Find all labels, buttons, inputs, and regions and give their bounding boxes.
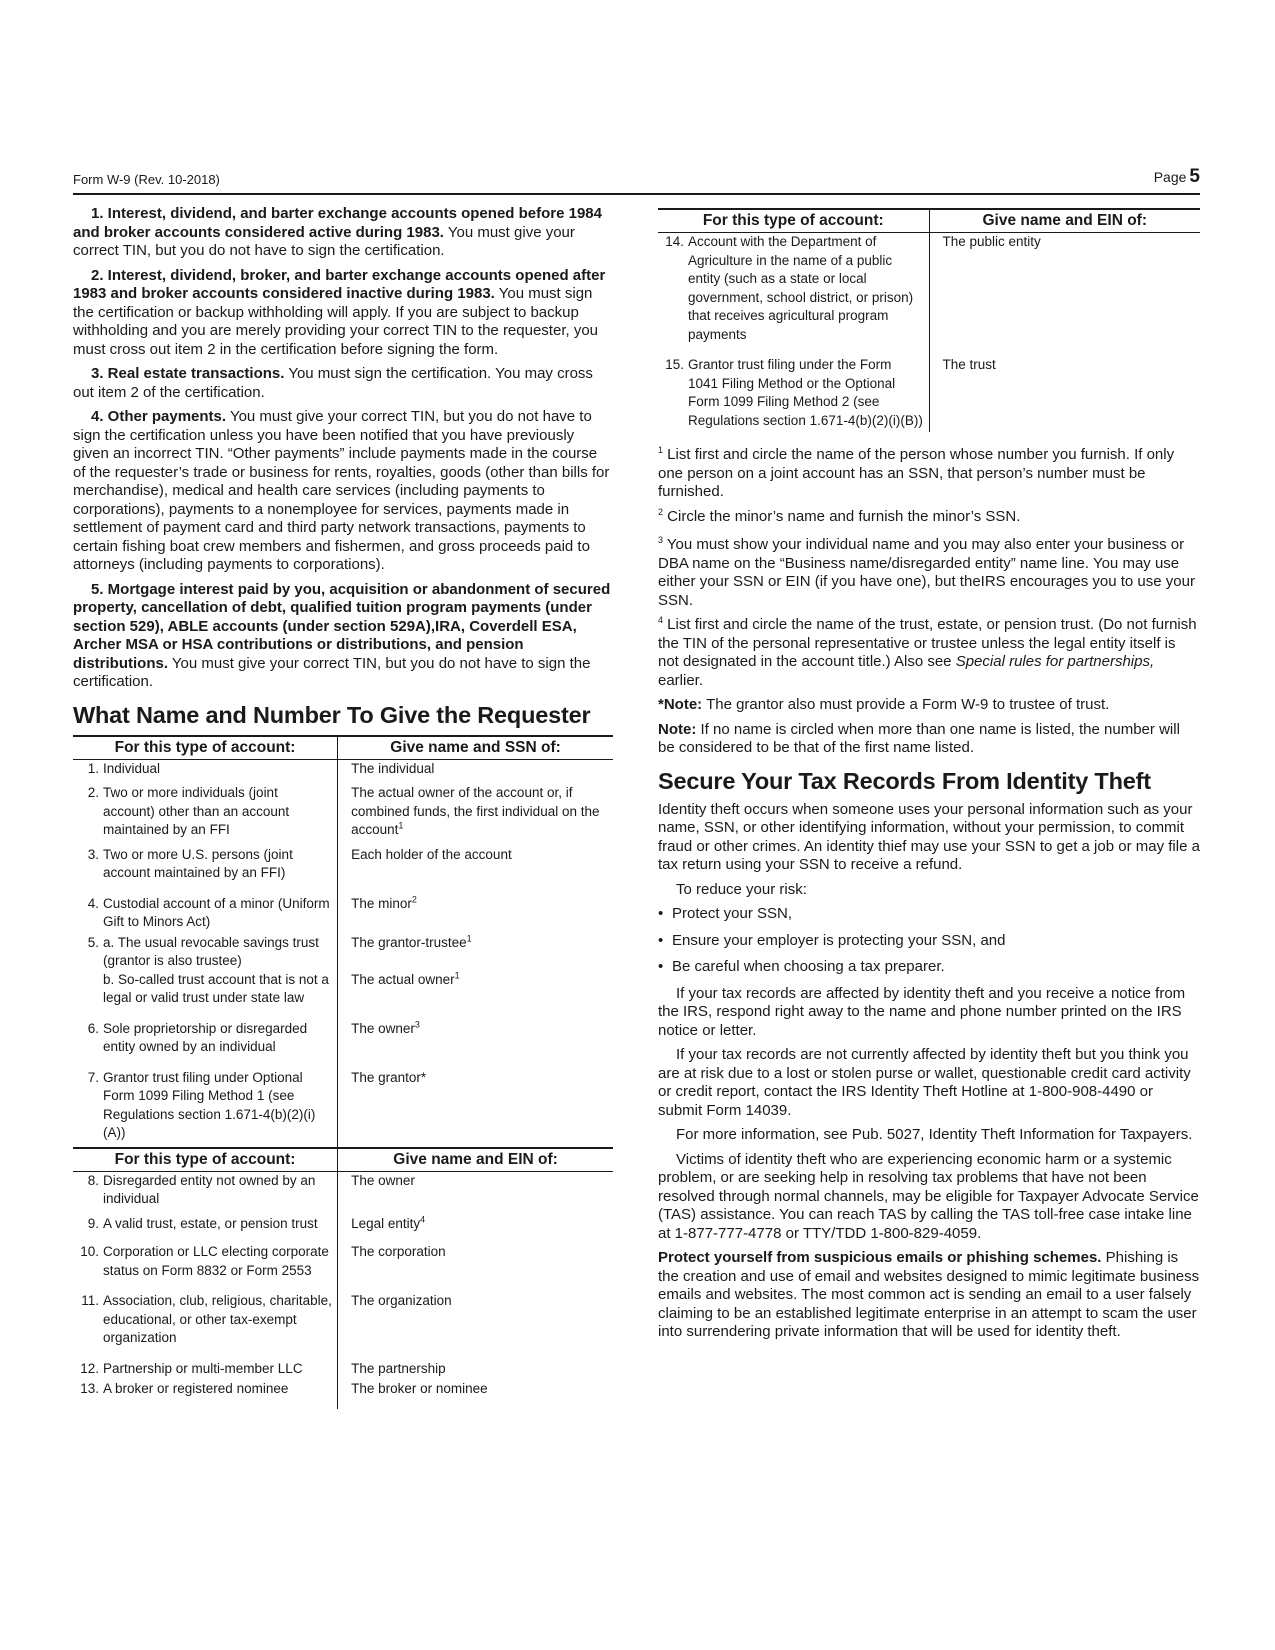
ein-table	[73, 1147, 613, 1409]
table-row: 13. A broker or registered nominee The broker or nominee	[73, 1380, 613, 1409]
paragraph-victims: Victims of identity theft who are experiencing economic harm or a systemic problem, or are seeking help in resolving tax problems that have not been resolved through normal channels, may be eligible for Taxpayer Advocate Service (TAS) assistance. You can reach TAS by calling the TAS toll-free case intake line at 1-877-777-4778 or TTY/TDD 1-800-829-4059.	[658, 1150, 1199, 1242]
list-item: • Ensure your employer is protecting your SSN, and	[658, 932, 1200, 951]
right-column	[658, 208, 1200, 1348]
section-title-identity-theft: Secure Your Tax Records From Identity Theft	[658, 767, 1151, 794]
table-row: 10. Corporation or LLC electing corporate status on Form 8832 or Form 2553 The corporation	[73, 1243, 613, 1292]
paragraph-more-info: For more information, see Pub. 5027, Identity Theft Information for Taxpayers.	[676, 1126, 1193, 1143]
identity-theft-intro: Identity theft occurs when someone uses your personal information such as your name, SSN, or other identifying information, without your permission, to commit fraud or other crimes. An identity thief may use your SSN to get a job or may file a tax return using your SSN to receive a refund.	[658, 800, 1200, 873]
table-row: 6. Sole proprietorship or disregarded entity owned by an individual The owner$^3$	[73, 1020, 613, 1069]
item-paragraph: 4. Other payments. You must give your correct TIN, but you do not have to sign the certification unless you have been notified that you have previously given an incorrect TIN. “Other payments” include payments made in the course of the requester’s trade or business for rents, royalties, goods (other than bills for merchandise), medical and health care services (including payments to corporations), payments to a nonemployee for services, payments made in settlement of payment card and third party network transactions, payments to certain fishing boat crew members and fishermen, and gross proceeds paid to attorneys (including payments to corporations).	[73, 408, 610, 573]
table-row: 3. Two or more U.S. persons (joint account maintained by an FFI) Each holder of the account	[73, 846, 613, 895]
paragraph-affected: If your tax records are affected by identity theft and you receive a notice from the IRS, respond right away to the name and phone number printed on the IRS notice or letter.	[658, 984, 1186, 1039]
footnote-3: $^3$ You must show your individual name and you may also enter your business or DBA name on the “Business name/disregarded entity” name line. You may use either your SSN or EIN (if you have one), but theIRS encourages you to use your SSN.	[658, 535, 1195, 609]
form-id: Form W-9 (Rev. 10-2018)	[73, 172, 220, 187]
ein-table-continued	[658, 208, 1200, 432]
table-row: 15. Grantor trust filing under the Form 1041 Filing Method or the Optional Form 1099 Filing Method 2 (see Regulations section 1.671-4(b)(2)(i)(B)) The trust	[658, 356, 1200, 432]
item-paragraph: 1. Interest, dividend, and barter exchange accounts opened before 1984 and broker accounts considered active during 1983. You must give your correct TIN, but you do not have to sign the certification.	[73, 205, 602, 259]
table-row: 5. a. The usual revocable savings trust (grantor is also trustee) The grantor-trustee$^1$	[73, 934, 613, 971]
table-row: 4. Custodial account of a minor (Uniform Gift to Minors Act) The minor$^2$	[73, 895, 613, 934]
table-row: 7. Grantor trust filing under Optional Form 1099 Filing Method 1 (see Regulations section 1.671-4(b)(2)(i)(A)) The grantor*	[73, 1069, 613, 1147]
table-row: 1. Individual The individual	[73, 759, 613, 784]
risk-bullet-list	[658, 905, 1200, 977]
list-item: • Protect your SSN,	[658, 905, 1200, 924]
item-paragraph: 2. Interest, dividend, broker, and barter exchange accounts opened after 1983 and broker accounts considered inactive during 1983. You must sign the certification or backup withholding will apply. If you are subject to backup withholding and you are merely providing your correct TIN to the requester, you must cross out item 2 in the certification before signing the form.	[73, 266, 606, 358]
table-row: b. So-called trust account that is not a legal or valid trust under state law The actual owner$^1$	[73, 971, 613, 1020]
item-paragraph: 3. Real estate transactions. You must sign the certification. You may cross out item 2 of the certification.	[73, 365, 593, 401]
column-header: For this type of account:	[658, 209, 929, 233]
column-header: Give name and SSN of:	[338, 736, 613, 760]
paragraph-phishing: Protect yourself from suspicious emails or phishing schemes. Phishing is the creation and use of email and websites designed to mimic legitimate business emails and websites. The most common act is sending an email to a user falsely claiming to be an established legitimate enterprise in an attempt to scam the user into surrendering private information that will be used for identity theft.	[658, 1249, 1200, 1340]
table-row: 9. A valid trust, estate, or pension trust Legal entity$^4$	[73, 1215, 613, 1244]
left-column	[73, 205, 613, 1409]
table-row: 8. Disregarded entity not owned by an individual The owner	[73, 1171, 613, 1215]
footnote-1: $^1$ List first and circle the name of the person whose number you furnish. If only one person on a joint account has an SSN, that person’s number must be furnished.	[658, 445, 1175, 500]
footnote-4: $^4$ List first and circle the name of the trust, estate, or pension trust. (Do not furnish the TIN of the personal representative or trustee unless the legal entity itself is not designated in the account title.) Also see Special rules for partnerships, earlier.	[658, 615, 1197, 689]
list-item: • Be careful when choosing a tax preparer.	[658, 958, 1200, 977]
table-row: 11. Association, club, religious, charitable, educational, or other tax-exempt organization The organization	[73, 1292, 613, 1360]
table-row: 12. Partnership or multi-member LLC The partnership	[73, 1360, 613, 1381]
column-header: For this type of account:	[73, 1148, 338, 1172]
section-title-name-number: What Name and Number To Give the Requester	[73, 701, 591, 728]
grantor-note: *Note: The grantor also must provide a Form W-9 to trustee of trust.	[658, 696, 1110, 713]
page-number: Page 5	[1153, 166, 1200, 187]
ssn-table	[73, 735, 613, 1147]
footnote-2: $^2$ Circle the minor’s name and furnish the minor’s SSN.	[658, 506, 1021, 525]
item-paragraph: 5. Mortgage interest paid by you, acquisition or abandonment of secured property, cancellation of debt, qualified tuition program payments (under section 529), ABLE accounts (under section 529A),IRA, Coverdell ESA, Archer MSA or HSA contributions or distributions, and pension distributions. You must give your correct TIN, but you do not have to sign the certification.	[73, 580, 611, 690]
column-header: Give name and EIN of:	[338, 1148, 613, 1172]
paragraph-not-affected: If your tax records are not currently affected by identity theft but you think you are at risk due to a lost or stolen purse or wallet, questionable credit card activity or credit report, contact the IRS Identity Theft Hotline at 1-800-908-4490 or submit Form 14039.	[658, 1046, 1191, 1119]
column-header: For this type of account:	[73, 736, 338, 760]
reduce-risk-label: To reduce your risk:	[676, 880, 807, 898]
circle-note: Note: If no name is circled when more than one name is listed, the number will be considered to be that of the first name listed.	[658, 720, 1180, 756]
table-row: 2. Two or more individuals (joint account) other than an account maintained by an FFI The actual owner of the account or, if combined funds, the first individual on the account$^1$	[73, 784, 613, 846]
column-header: Give name and EIN of:	[929, 209, 1200, 233]
page-header	[73, 166, 1200, 195]
table-row: 14. Account with the Department of Agriculture in the name of a public entity (such as a state or local government, school district, or prison) that receives agricultural program payments The public entity	[658, 233, 1200, 357]
